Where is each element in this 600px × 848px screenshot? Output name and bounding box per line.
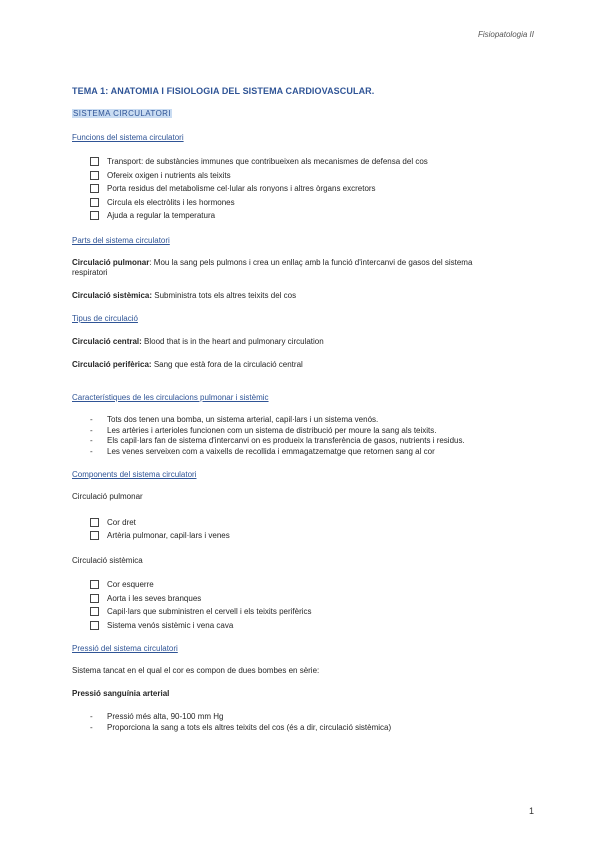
checklist-item bbox=[90, 530, 230, 540]
pulmonar-paragraph-cont: respiratori bbox=[72, 268, 108, 277]
components-heading[interactable]: Components del sistema circulatori bbox=[72, 470, 197, 479]
checkbox-icon[interactable] bbox=[90, 184, 99, 193]
pressio-intro: Sistema tancat en el qual el cor es compon de dues bombes en sèrie: bbox=[72, 666, 320, 675]
list-item bbox=[90, 436, 465, 446]
periferica-paragraph bbox=[72, 360, 303, 370]
checklist-item-label: Transport: de substàncies immunes que contribueixen als mecanismes de defensa del cos bbox=[107, 156, 428, 166]
list-item bbox=[90, 415, 378, 425]
checklist-item-label: Cor esquerre bbox=[107, 579, 154, 589]
checklist-item bbox=[90, 579, 154, 589]
list-item-label: Les venes serveixen com a vaixells de recollida i emmagatzematge que retornen sang al cor bbox=[107, 447, 435, 456]
funcions-heading[interactable]: Funcions del sistema circulatori bbox=[72, 133, 184, 142]
pulmonar-subheading: Circulació pulmonar bbox=[72, 492, 143, 501]
checklist-item-label: Ofereix oxigen i nutrients als teixits bbox=[107, 170, 231, 180]
list-item-label: Tots dos tenen una bomba, un sistema arterial, capil·lars i un sistema venós. bbox=[107, 415, 379, 424]
term-text: Blood that is in the heart and pulmonary circulation bbox=[141, 337, 324, 346]
checkbox-icon[interactable] bbox=[90, 157, 99, 166]
dash-bullet: - bbox=[90, 447, 93, 456]
list-item-label: Els capil·lars fan de sistema d'intercanvi on es produeix la transferència de gasos, nutrients i residus. bbox=[107, 436, 465, 445]
checklist-item bbox=[90, 593, 201, 603]
checklist-item bbox=[90, 606, 312, 616]
page-number: 1 bbox=[528, 806, 534, 816]
checkbox-icon[interactable] bbox=[90, 580, 99, 589]
caracteristiques-heading[interactable]: Característiques de les circulacions pulmonar i sistèmic bbox=[72, 393, 269, 402]
checklist-item-label: Porta residus del metabolisme cel·lular als ronyons i altres òrgans excretors bbox=[107, 183, 376, 193]
list-item bbox=[90, 426, 437, 436]
list-item-label: Les artèries i arterioles funcionen com un sistema de distribució per moure la sang als teixits. bbox=[107, 426, 437, 435]
checklist-item-label: Capil·lars que subministren el cervell i els teixits perifèrics bbox=[107, 606, 312, 616]
running-header: Fisiopatologia II bbox=[477, 30, 534, 39]
pressio-heading[interactable]: Pressió del sistema circulatori bbox=[72, 644, 178, 653]
parts-heading[interactable]: Parts del sistema circulatori bbox=[72, 236, 170, 245]
dash-bullet: - bbox=[90, 723, 93, 732]
checklist-item-label: Artèria pulmonar, capil·lars i venes bbox=[107, 530, 230, 540]
checklist-item bbox=[90, 156, 428, 166]
central-paragraph bbox=[72, 337, 324, 347]
checklist-item bbox=[90, 620, 233, 630]
checklist-item bbox=[90, 517, 136, 527]
checkbox-icon[interactable] bbox=[90, 594, 99, 603]
list-item-label: Pressió més alta, 90-100 mm Hg bbox=[107, 712, 224, 721]
checkbox-icon[interactable] bbox=[90, 198, 99, 207]
checklist-item bbox=[90, 210, 215, 220]
list-item bbox=[90, 723, 391, 733]
pressio-subheading: Pressió sanguínia arterial bbox=[72, 689, 170, 698]
term-text: Sang que està fora de la circulació central bbox=[151, 360, 303, 369]
checklist-item-label: Aorta i les seves branques bbox=[107, 593, 202, 603]
term-label: Circulació central: bbox=[72, 337, 142, 346]
list-item-label: Proporciona la sang a tots els altres teixits del cos (és a dir, circulació sistèmica) bbox=[107, 723, 392, 732]
term-label: Circulació pulmonar bbox=[72, 258, 150, 267]
term-label: Circulació sistèmica: bbox=[72, 291, 153, 300]
checkbox-icon[interactable] bbox=[90, 171, 99, 180]
sistemica-paragraph bbox=[72, 291, 296, 301]
list-item bbox=[90, 712, 224, 722]
page-title: TEMA 1: ANATOMIA I FISIOLOGIA DEL SISTEMA CARDIOVASCULAR. bbox=[72, 86, 375, 96]
checkbox-icon[interactable] bbox=[90, 518, 99, 527]
section-heading: SISTEMA CIRCULATORI bbox=[73, 109, 171, 118]
checklist-item bbox=[90, 197, 235, 207]
dash-bullet: - bbox=[90, 415, 93, 424]
pulmonar-paragraph bbox=[72, 258, 542, 268]
dash-bullet: - bbox=[90, 712, 93, 721]
term-text: Subministra tots els altres teixits del cos bbox=[152, 291, 297, 300]
checklist-item-label: Sistema venós sistèmic i vena cava bbox=[107, 620, 234, 630]
term-text: : Mou la sang pels pulmons i crea un enllaç amb la funció d'intercanvi de gasos del sistema bbox=[149, 258, 473, 267]
list-item bbox=[90, 447, 435, 457]
checkbox-icon[interactable] bbox=[90, 621, 99, 630]
checklist-item-label: Circula els electròlits i les hormones bbox=[107, 197, 235, 207]
checklist-item bbox=[90, 183, 376, 193]
checklist-item bbox=[90, 170, 231, 180]
checkbox-icon[interactable] bbox=[90, 607, 99, 616]
tipus-heading[interactable]: Tipus de circulació bbox=[72, 314, 138, 323]
dash-bullet: - bbox=[90, 426, 93, 435]
dash-bullet: - bbox=[90, 436, 93, 445]
checklist-item-label: Cor dret bbox=[107, 517, 136, 527]
sistemica-subheading: Circulació sistèmica bbox=[72, 556, 143, 565]
checklist-item-label: Ajuda a regular la temperatura bbox=[107, 210, 216, 220]
checkbox-icon[interactable] bbox=[90, 211, 99, 220]
term-label: Circulació perifèrica: bbox=[72, 360, 152, 369]
checkbox-icon[interactable] bbox=[90, 531, 99, 540]
